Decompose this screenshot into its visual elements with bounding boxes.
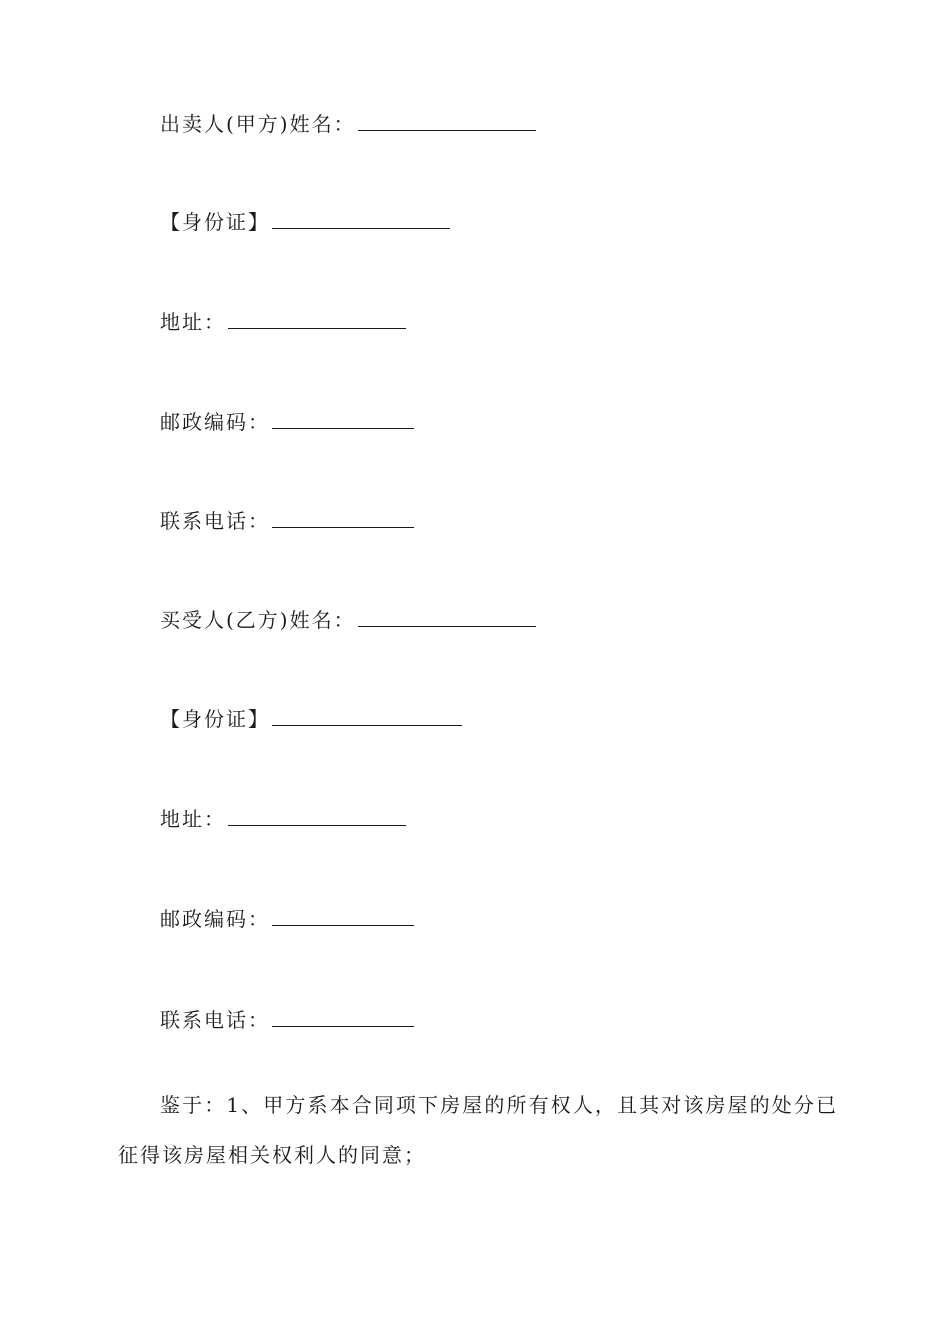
recital-paragraph: 鉴于：1、甲方系本合同项下房屋的所有权人，且其对该房屋的处分已征得该房屋相关权利人的同意； xyxy=(118,1093,838,1167)
seller-name-label: 出卖人(甲方)姓名： xyxy=(160,112,356,136)
buyer-postcode-blank[interactable] xyxy=(272,907,414,926)
buyer-name-label: 买受人(乙方)姓名： xyxy=(160,608,356,632)
seller-address-label: 地址： xyxy=(160,310,226,334)
seller-name-blank[interactable] xyxy=(358,112,536,131)
seller-postcode-row xyxy=(160,408,414,436)
buyer-postcode-row xyxy=(160,905,414,933)
seller-id-label: 【身份证】 xyxy=(160,210,270,234)
buyer-phone-blank[interactable] xyxy=(272,1008,414,1027)
buyer-id-label: 【身份证】 xyxy=(160,707,270,731)
buyer-name-blank[interactable] xyxy=(358,608,536,627)
buyer-address-row xyxy=(160,805,406,833)
seller-address-blank[interactable] xyxy=(228,310,406,329)
seller-phone-blank[interactable] xyxy=(272,509,414,528)
seller-id-blank[interactable] xyxy=(272,210,450,229)
buyer-phone-row xyxy=(160,1006,414,1034)
seller-phone-row xyxy=(160,507,414,535)
seller-postcode-label: 邮政编码： xyxy=(160,410,270,434)
buyer-name-row xyxy=(160,606,536,634)
seller-phone-label: 联系电话： xyxy=(160,509,270,533)
buyer-postcode-label: 邮政编码： xyxy=(160,907,270,931)
seller-id-row xyxy=(160,208,450,236)
buyer-id-row xyxy=(160,705,462,733)
buyer-phone-label: 联系电话： xyxy=(160,1008,270,1032)
buyer-address-label: 地址： xyxy=(160,807,226,831)
seller-address-row xyxy=(160,308,406,336)
seller-name-row xyxy=(160,110,536,138)
buyer-id-blank[interactable] xyxy=(272,707,462,726)
seller-postcode-blank[interactable] xyxy=(272,410,414,429)
buyer-address-blank[interactable] xyxy=(228,807,406,826)
